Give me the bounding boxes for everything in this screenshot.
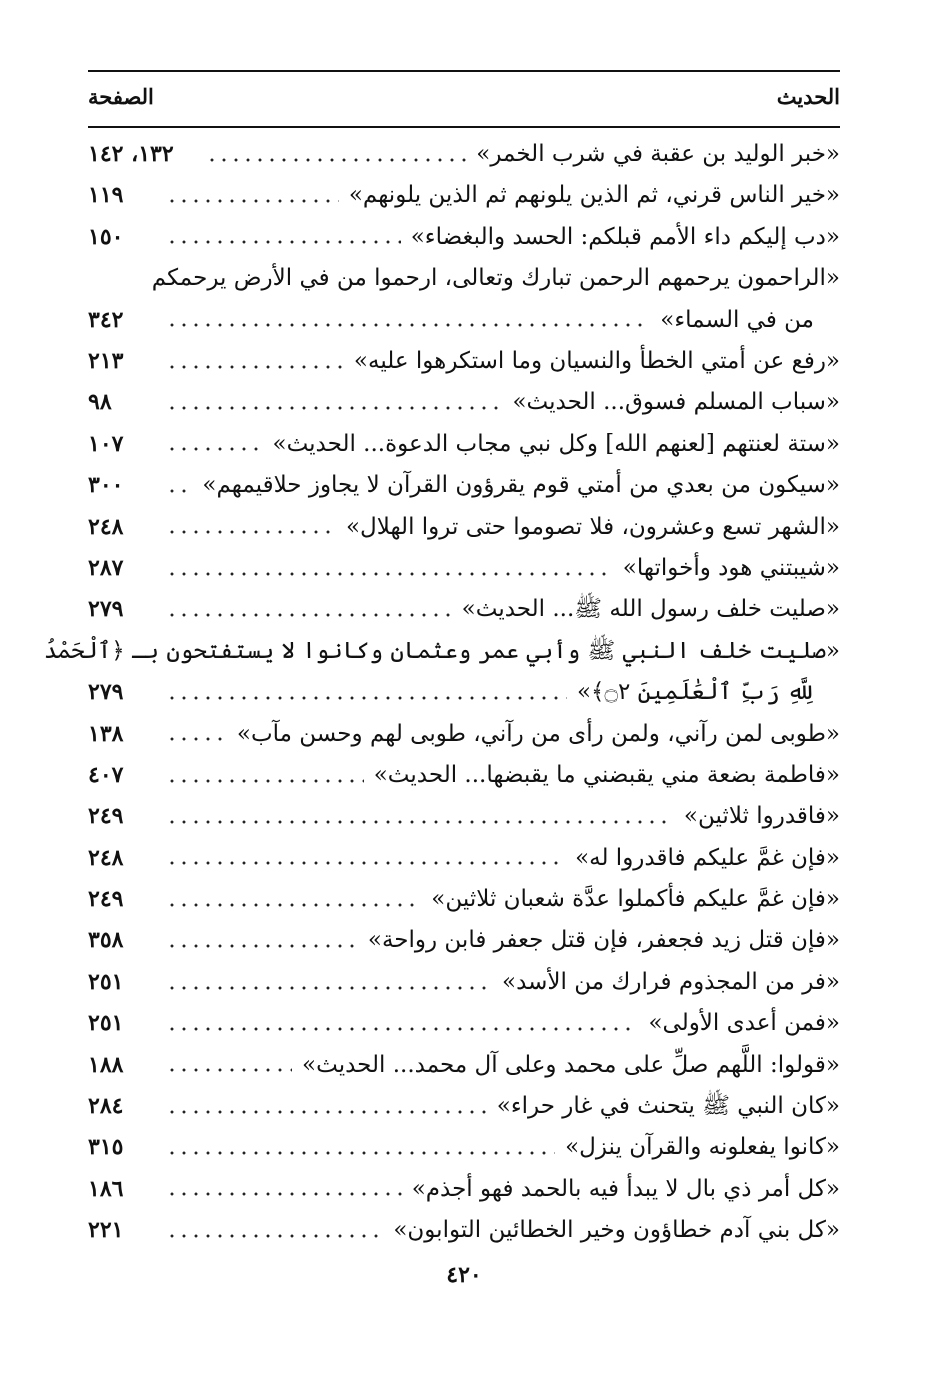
hadith-text: «فاقدروا ثلاثين» [683,803,840,830]
index-page [43,70,840,1310]
index-entry [88,755,840,796]
leader-dots [166,321,650,329]
leader-dots [206,156,467,164]
leader-dots [166,238,401,246]
page-reference: ٢٤٩ [88,803,124,830]
index-entry [88,217,840,258]
index-entry [88,1086,840,1127]
page-number: ٤٢٠ [446,1262,482,1288]
index-entry [88,1045,840,1086]
leader-dots [166,1108,487,1116]
index-entry [88,258,840,341]
hadith-text: «دب إليكم داء الأمم قبلكم: الحسد والبغضاء» [410,223,840,250]
page-reference: ١٣٢، ١٤٢ [88,141,174,167]
index-entry [88,838,840,879]
index-entry [88,1127,840,1168]
page-reference: ٢٧٩ [88,679,124,706]
page-reference: ٢٧٩ [88,596,124,623]
hadith-text: «فإن قتل زيد فجعفر، فإن قتل جعفر فابن رواحة» [367,927,840,954]
hadith-text: «سيكون من بعدي من أمتي قوم يقرؤون القرآن لا يجاوز حلاقيمهم» [202,472,840,499]
leader-dots [166,1190,402,1198]
hadith-text: «فإن غمَّ عليكم فاقدروا له» [575,844,840,871]
page-reference: ٢١٣ [88,347,124,374]
leader-dots [166,818,674,826]
leader-dots [166,611,452,619]
hadith-text: «ستة لعنتهم [لعنهم الله] وكل نبي مجاب الدعوة... الحديث» [272,430,840,457]
page-reference: ١٣٨ [88,720,124,747]
leader-dots [166,1232,383,1240]
hadith-text-continuation: لِلَّهِ رَبِّ ٱلْعَٰلَمِينَ ۝٢﴾» [576,679,814,706]
page-reference: ٢٤٩ [88,886,124,913]
index-entry [88,920,840,961]
hadith-text: «قولوا: اللَّهم صلِّ على محمد وعلى آل محمد... الحديث» [302,1051,840,1078]
hadith-text-continuation: من في السماء» [660,306,814,333]
leader-dots [166,197,339,205]
leader-dots [166,1066,292,1074]
leader-dots [166,694,567,702]
hadith-text: «خير الناس قرني، ثم الذين يلونهم ثم الذين يلونهم» [348,182,840,209]
page-reference: ١١٩ [88,182,124,209]
leader-dots [166,942,358,950]
page-column-label: الصفحة [88,84,154,109]
index-entry [88,714,840,755]
leader-dots [166,1025,638,1033]
index-entry [43,631,840,714]
index-entry [88,879,840,920]
hadith-text: «صليت خلف النبي ﷺ وأبي عمر وعثمان وكانوا لا يستفتحون بـ ﴿ٱلْحَمْدُ [43,637,840,664]
index-entry [88,1003,840,1044]
hadith-text: «صليت خلف رسول الله ﷺ... الحديث» [461,596,840,623]
page-reference: ٣٤٢ [88,306,124,333]
leader-dots [166,363,344,371]
table-header [88,70,840,128]
page-reference: ٤٠٧ [88,761,124,788]
page-reference: ٢٤٨ [88,513,124,540]
index-entry [88,1169,840,1210]
hadith-text: «الشهر تسع وعشرون، فلا تصوموا حتى تروا الهلال» [345,513,840,540]
page-reference: ٢٤٨ [88,844,124,871]
hadith-text: «فر من المجذوم فرارك من الأسد» [502,968,840,995]
hadith-text: «سباب المسلم فسوق... الحديث» [512,389,840,416]
page-reference: ٣١٥ [88,1134,124,1161]
index-entry [88,175,840,216]
hadith-text: «كانوا يفعلونه والقرآن ينزل» [565,1134,840,1161]
page-reference: ٢٢١ [88,1217,124,1244]
leader-dots [166,1149,555,1157]
hadith-text: «كان النبي ﷺ يتحنث في غار حراء» [496,1093,840,1120]
leader-dots [166,487,192,495]
page-reference: ١٨٨ [88,1051,124,1078]
hadith-text: «فاطمة بضعة مني يقبضني ما يقبضها... الحديث» [373,761,840,788]
leader-dots [166,984,492,992]
page-reference: ١٠٧ [88,430,124,457]
page-reference: ٣٥٨ [88,927,124,954]
index-entry [88,465,840,506]
leader-dots [166,859,565,867]
index-entry [88,548,840,589]
hadith-text: «كل بني آدم خطاؤون وخير الخطائين التوابون» [393,1217,840,1244]
leader-dots [166,901,421,909]
hadith-text: «فمن أعدى الأولى» [648,1010,840,1037]
leader-dots [166,404,502,412]
index-entry [88,962,840,1003]
page-reference: ٢٥١ [88,968,124,995]
page-reference: ٣٠٠ [88,472,124,499]
index-entry [88,424,840,465]
page-reference: ١٥٠ [88,223,124,250]
index-entry [88,589,840,630]
page-reference: ٢٨٧ [88,554,124,581]
hadith-text: «طوبى لمن رآني، ولمن رأى من رآني، طوبى لهم وحسن مآب» [236,720,840,747]
hadith-text: «شيبتني هود وأخواتها» [622,554,840,581]
index-entry [88,341,840,382]
hadith-text: «الراحمون يرحمهم الرحمن تبارك وتعالى، ارحموا من في الأرض يرحمكم [151,265,840,292]
leader-dots [166,528,336,536]
leader-dots [166,570,613,578]
page-reference: ١٨٦ [88,1175,124,1202]
index-entry [88,507,840,548]
index-entry [88,796,840,837]
page-reference: ٢٥١ [88,1010,124,1037]
hadith-text: «فإن غمَّ عليكم فأكملوا عدَّة شعبان ثلاثين» [431,886,840,913]
leader-dots [166,735,227,743]
index-entry [88,1210,840,1251]
hadith-text: «رفع عن أمتي الخطأ والنسيان وما استكرهوا عليه» [353,347,840,374]
leader-dots [166,445,263,453]
leader-dots [166,777,364,785]
index-entry [88,134,840,175]
page-reference: ٩٨ [88,389,112,416]
hadith-text: «خبر الوليد بن عقبة في شرب الخمر» [476,141,840,167]
hadith-text: «كل أمر ذي بال لا يبدأ فيه بالحمد فهو أجذم» [411,1175,840,1202]
hadith-index-list [43,134,840,1252]
hadith-column-label: الحديث [776,84,840,109]
page-reference: ٢٨٤ [88,1093,124,1120]
index-entry [88,382,840,423]
